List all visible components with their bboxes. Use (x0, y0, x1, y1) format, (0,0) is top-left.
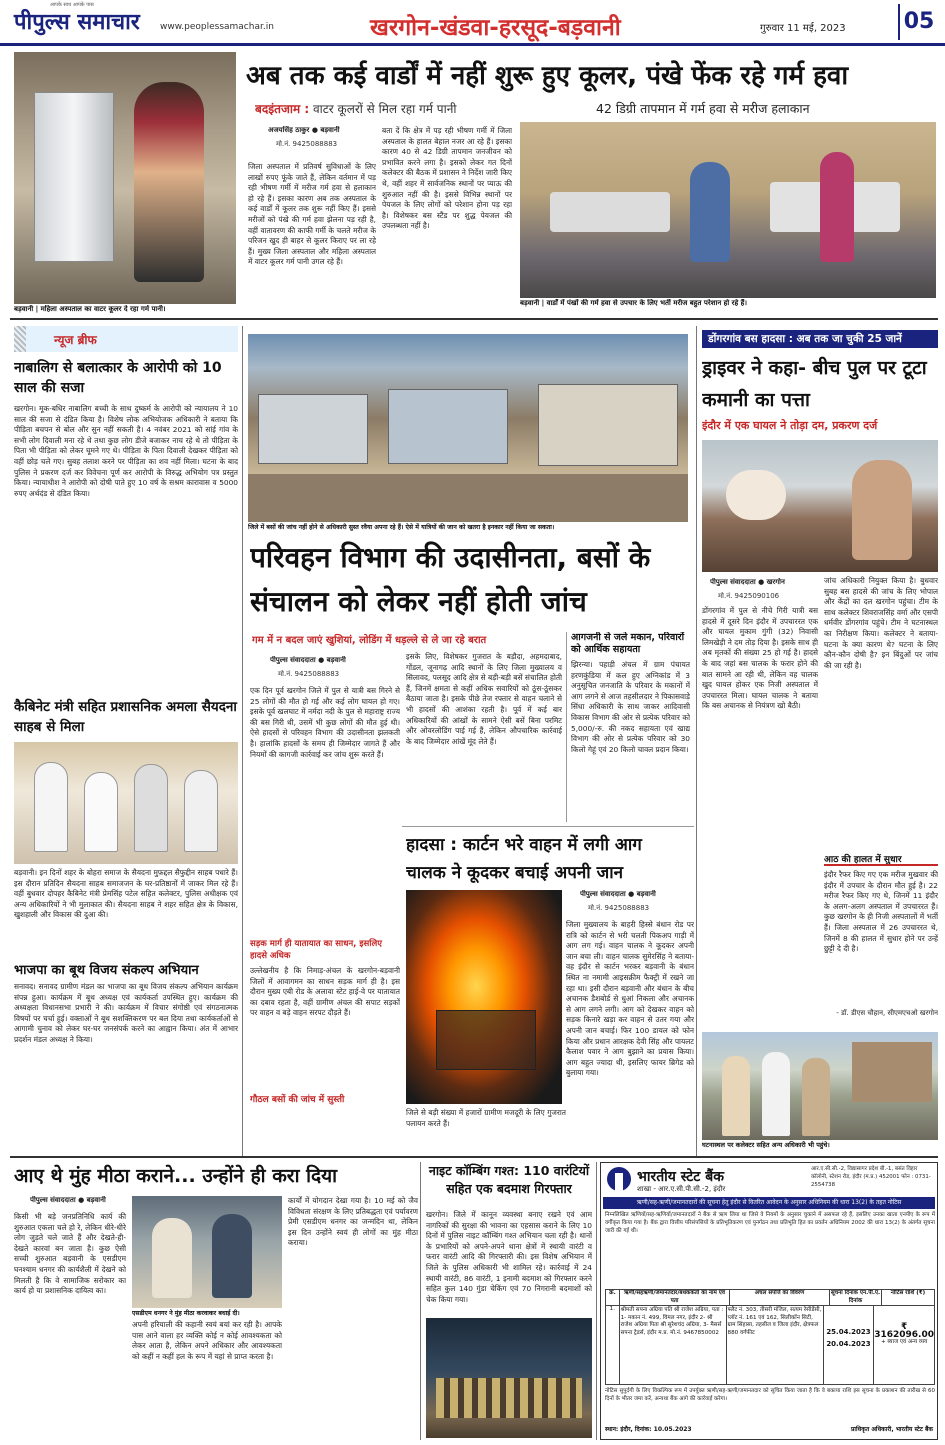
ward-photo-caption: बड़वानी | वार्डों में पंखों की गर्म हवा से उपचार के लिए भर्ती मरीज बहुत परेशान हो रहे हैं। (520, 299, 748, 307)
sweet-byline: पीपुल्स संवाददाता ● बड़वानी (30, 1196, 106, 1204)
news-brief-label-bar (14, 326, 238, 352)
brief2-text: बड़वानी। इन दिनों शहर के बोहरा समाज के सैयदना मुफ़द्दल सैफुद्दीन साहब पधारे हैं। इस दौरान प्रतिदिन सैयदना साहब समाजजन के घर-प्रतिष्ठानों में जाकर मिल रहे हैं। वहीं बुधवार दोपहर कैबिनेट मंत्री प्रेमसिंह पटेल सहित कलेक्टर, पुलिस अधीक्षक एवं अन्य अधिकारियों ने भी मुलाकात की। सैयदना साहब ने शहर सहित क्षेत्र के विकास, खुशहाली और विकास की दुआ की। (14, 868, 238, 920)
health-subhead: आठ की हालत में सुधार (824, 852, 938, 866)
top-headline: अब तक कई वार्डों में नहीं शुरू हुए कूलर, पंखे फेंक रहे गर्म हवा (246, 61, 849, 91)
top-mobile: मो.नं. 9425088883 (276, 140, 338, 148)
accident-col2: जांच अधिकारी नियुक्त किया है। बुधवार सुबह बस हादसे की जांच के लिए भोपाल और केंद्रों का दल खरगोन पहुंचा। टीम के साथ कलेक्टर शिवराजसिंह वर्मा और एसपी धर्मवीर डोंगरगांव पहुंचे। टीम ने घटनास्थल का निरीक्षण किया। कलेक्टर ने बताया- घटना के क्या कारण थे? घटना के लिए कौन-कौन दोषी है? इन बिंदुओं पर जांच की जा रही है। (824, 576, 938, 670)
person-figure (134, 82, 204, 282)
sbi-place-date: स्थान: इंदौर, दिनांक: 10.05.2023 (605, 1426, 692, 1433)
bus-stand-photo (248, 334, 688, 522)
brief2-headline: कैबिनेट मंत्री सहित प्रशासनिक अमला सैयदना साहब से मिला (14, 699, 237, 735)
bus-col1: एक दिन पूर्व खरगोन जिले में पुल से यात्री बस गिरने से 25 लोगों की मौत हो गई और कई लोग घायल हो गए। इसके पूर्व खलघाट में नर्मदा नदी के पुल से महाराष्ट्र राज्य की बस गिरी थी, उसमें भी कुछ लोगों की मौत हुई थी। ऐसे हादसों से परिवहन विभाग की उदासीनता झलकती है। हालांकि हादसों के समय ही जिम्मेदार जागते हैं और नियमों की कागजी कार्रवाई कर जांच शुरू करते हैं। (250, 686, 400, 759)
bus-photo-caption: जिले में बसों की जांच नहीं होने से अधिकारी सुस्त रवैया अपना रहे हैं। ऐसे में यात्रियों की जान को खतरा है इनकार नहीं किया जा सकता। (248, 524, 555, 531)
masthead-date: गुरुवार 11 मई, 2023 (760, 23, 846, 34)
syedna-meeting-photo (14, 742, 238, 864)
combing-headline: नाइट कॉम्बिंग गश्त: 110 वारंटियों सहित एक बदमाश गिरफ्तार (428, 1163, 590, 1196)
sweet-photo-caption: एसडीएम धनगर ने मुंह मीठा करवाकर बधाई दी। (132, 1310, 240, 1317)
sbi-table-row: 1. श्रीमती सपना अग्रिया पति श्री राजेश अग्रिया, पता : 1- मकान नं. 499, विमल नगर, इंदौर 2- श्री राजेश अग्रिया पिता श्री सुरेशचंद अग्रिया, 3- मैसर्स सपना ट्रेडर्स, इंदौर म.प्र. मो.नं. 9467850002 फ्लैट नं. 303, तीसरी मंजिल, सत्यम रेसीडेंसी, प्लॉट नं. 161 एवं 162, सिलीकॉन सिटी, ग्राम सिंहासा, तहसील व जिला इंदौर, क्षेत्रफल 880 वर्गफीट 25.04.2023 20.04.2023 ₹ 3162096.00 + ब्याज एवं अन्य व्यय (606, 1306, 934, 1384)
sbi-address: आर.ए.सी.सी.-2, विद्यासागर प्रदेश बी.-1, बसंत विहार कॉलोनी, स्टेशन रोड, इंदौर (म.प्र.) 452001 फोन : 0731-2554738 (811, 1166, 931, 1188)
sweet-photo (132, 1196, 282, 1308)
water-cooler-photo (14, 52, 236, 304)
sbi-table (605, 1289, 935, 1385)
sbi-bank-name: भारतीय स्टेट बैंक (637, 1169, 724, 1185)
brief3-headline: भाजपा का बूथ विजय संकल्प अभियान (14, 963, 199, 978)
health-text: इंदौर रैफर किए गए एक मरीज मुखवार की इंदौर में उपचार के दौरान मौत हुई है। 22 मरीज रैफर किए गए थे, जिनमें 11 इंदौर के अलग-अलग अस्पताल में उपचाररत हैं। कुछ खरगोन के ही निजी अस्पतालों में भर्ती हैं। जिला अस्पताल में 26 उपचाररत थे, जिनमें 8 की हालत में सुधार होने पर उन्हें छुट्टी दे दी है। (824, 870, 938, 954)
masthead-tagline: आपके साथ आपके पास (50, 2, 94, 8)
truck-mobile: मो.नं. 9425088883 (588, 904, 650, 912)
sbi-signature: प्राधिकृत अधिकारी, भारतीय स्टेट बैंक (851, 1426, 933, 1433)
bus-sub1: सड़क मार्ग ही यातायात का साधन, इसलिए हादसे अधिक (250, 939, 382, 961)
sweet-col3: कार्यों में योगदान देखा गया है। 10 मई को जैव विविधता संरक्षण के लिए प्रतिबद्धता एवं पर्यावरण प्रेमी एसडीएम धनगर का जन्मदिन था, लेकिन इस दिन उन्होंने स्वयं ही लोगों का मुंह मीठा कराया। (288, 1196, 418, 1248)
top-subhead-right: 42 डिग्री तापमान में गर्म हवा से मरीज हलाकान (596, 101, 810, 116)
accident-mobile: मो.नं. 9425090106 (718, 592, 780, 600)
sweet-headline: आए थे मुंह मीठा कराने... उन्होंने ही करा दिया (14, 1165, 338, 1187)
page-number: 05 (898, 4, 938, 40)
combing-text: खरगोन। जिले में कानून व्यवस्था बनाए रखने एवं आम नागरिकों की सुरक्षा की भावना का एहसास कराने के लिए 10 दिनों में पुलिस नाइट कॉम्बिंग गश्त अभियान चला रही है। थानों के प्रभारियों को अपने-अपने थाना क्षेत्रों में स्थायी वारंटी व फरार वारंटी आदि की गिरफ्तारी की। इस विशेष अभियान में जिले के पुलिस अधिकारी भी शामिल रहे। कार्रवाई में 24 स्थायी वारंटी, 86 वारंटी, 1 इनामी बदमाश को गिरफ्तार करने सहित कुल 140 गुंडा चेकिंग एवं 70 निगरानी बदमाशों को चेक किया गया। (426, 1210, 592, 1304)
ward-patients-photo (520, 122, 936, 298)
truck-byline: पीपुल्स संवाददाता ● बड़वानी (580, 890, 656, 898)
fire-aid-box (566, 632, 690, 822)
sbi-branch: शाखा - आर.ए.सी.पी.सी.-2, इंदौर (637, 1185, 726, 1193)
masthead-logo[interactable]: पीपुल्स समाचार (14, 9, 140, 35)
bus-subhead: गम में न बदल जाएं खुशियां, लोडिंग में धड़ल्ले से ले जा रहे बरात (252, 635, 487, 646)
injured-driver-photo (702, 440, 938, 572)
accident-headline: ड्राइवर ने कहा- बीच पुल पर टूटा कमानी का पत्ता (702, 357, 927, 411)
sbi-footer: नोटिस सुपुर्दगी के लिए विकल्पिक रूप में उपर्युक्त ऋणी/सह-ऋणी/जमानतदार को सूचित किया जाता है कि वे बकाया राशि इस सूचना के प्रकाशन की तारीख से 60 दिनों के भीतर जमा करें, अन्यथा बैंक आगे की कार्रवाई करेगा। (605, 1388, 935, 1402)
sbi-notice-title: ऋणी/सह-ऋणी/जमानतदारों की सूचना हेतु इंदौर से वितरित आवेदन के अनुसार अधिनियम की धारा 13(2) के तहत नोटिस (603, 1197, 935, 1209)
masthead (0, 0, 945, 46)
combing-police-photo (426, 1318, 592, 1438)
top-kicker: बदइंतजाम : वाटर कूलरों से मिल रहा गर्म पानी (255, 102, 457, 116)
top-col2: बता दें कि क्षेत्र में पड़ रही भीषण गर्मी में जिला अस्पताल के हालत बेहाल नजर आ रहे हैं। इसका कारण 40 से 42 डिग्री तापमान जनजीवन को प्रभावित करने लगा है। इसको लेकर गत दिनों कलेक्टर की बैठक में प्रशासन ने निर्देश जारी किए थे, वहीं शहर में सार्वजनिक स्थानों पर प्याऊ की शुरुआत नहीं की है। इससे विभिन्न स्थानों पर पेयजल के लिए लोगों को परेशान होना पड़ रहा है। विशेषकर बस स्टैंड पर शुद्ध पेयजल की उपलब्धता नहीं है। (382, 126, 512, 231)
accident-subhead: इंदौर में एक घायल ने तोड़ा दम, प्रकरण दर्ज (702, 419, 878, 432)
news-brief-label: न्यूज ब्रीफ (54, 333, 97, 347)
collector-photo-caption: घटनास्थल पर कलेक्टर सहित अन्य अधिकारी भी पहुंचे। (702, 1141, 830, 1149)
bus-sub2: गौठल बसों की जांच में सुस्ती (250, 1095, 345, 1105)
bus-col2: इसके लिए, विशेषकर गुजरात के बड़ौदा, अहमदाबाद, गोंडल, जूनागढ़ आदि स्थानों के लिए जिला मुख्यालय व सिलावद, पलसूद आदि क्षेत्र से बड़ी-बड़ी बसें संचालित होती हैं, जिनमें क्षमता से कहीं अधिक सवारियों को ठूंस-ठूंसकर बैठाया जाता है। इसके पीछे तेज रफ्तार से वाहन चलाने से भी हादसों की आशंका रहती है। पूर्व में कई बार अधिकारियों की आंखों के सामने ऐसी बसें बिना परमिट और ओवरलोडिंग पाई गई हैं, लेकिन औपचारिक कार्रवाई के बाद जिम्मेदार आंखें मूंद लेते हैं। (406, 652, 562, 746)
cooler-body (34, 92, 114, 262)
sbi-table-header: क्र. ऋणी/सहऋणी/जमानतदार/बंधककर्ता का नाम एवं पता अचल संपत्ति का विवरण सूचना दिनांक एन.पी.ए. दिनांक नोटिस राशि (₹) (606, 1290, 934, 1306)
top-col1: जिला अस्पताल में प्रतिवर्ष सुविधाओं के लिए लाखों रुपए फूंके जाते हैं, लेकिन वर्तमान में पड़ रही भीषण गर्मी में मरीज गर्म हवा से हलाकान हो रहे हैं। इसका कारण अब तक अस्पताल के कई वार्डों में कूलर तक शुरू नहीं किए हैं। इससे मरीजों को पंखे की गर्म हवा झेलना पड़ रही है, वहीं वातावरण की काफी गर्मी के चलते मरीज के परिजन खुद ही बाहर से कूलर किराए पर ला रहे हैं। मुख्य जिला अस्पताल और महिला अस्पताल में वाटर कूलर गर्म पानी उगल रहे हैं। (248, 162, 376, 267)
truck-fire-photo (406, 890, 562, 1104)
sweet-col2: अपनी हरियाली की कहानी स्वयं बयां कर रही है। आपके पास आने वाला हर व्यक्ति कोई न कोई आवश्यकता को लेकर आता है, लेकिन अपने अधिकार और आवश्यकता को कहीं न कहीं हल के रूप में यहां से प्राप्त करता है। (132, 1320, 282, 1361)
fire-aid-text: झिरन्या। पहाड़ी अंचल में ग्राम पंचायत हरणकुंडिया में कल हुए अग्निकांड में 3 अनुसूचित जनजाति के परिवार के मकानों में आग लगने से आज तहसीलदार ने पिकासवाड़े सिंधा अधिकारी के साथ जाकर आदिवासी विकास विभाग की ओर से प्रत्येक परिवार को 5,000/-रु. की नकद सहायता एवं खाद्य विभाग की ओर से प्रत्येक परिवार को 30 किलो गेहूं एवं 20 किलो चावल प्रदान किया। (571, 660, 690, 754)
health-signature: - डॉ. डीएस चौहान, सीएमएचओ खरगोन (836, 1009, 938, 1017)
brief1-text: खरगोन। मूक-बधिर नाबालिग बच्ची के साथ दुष्कर्म के आरोपी को न्यायालय ने 10 साल की सजा से दंडित किया है। विशेष लोक अभियोजक अधिकारी ने बताया कि पीड़िता बचपन से बोल और सुन नहीं सकती है। 4 नवंबर 2021 को सांई गांव के सभी लोग दिवाली मना रहे थे तथा कुछ लोग डीजे बजाकर नाच रहे थे तो पीड़िता के पिता भी पीड़िता को लेकर घूमने गए थे। पीड़िता के पिता दिवाली देखकर पीड़िता को वहीं छोड़ चले गए। सुबह तलाश करने पर पीड़िता का शव नहीं मिला। घटना के बाद पुलिस ने प्रकरण दर्ज कर विवेचना पूर्ण कर आरोपी के विरुद्ध अभियोग पत्र प्रस्तुत किया। न्यायाधीश ने आरोपी को दोषी पाते हुए 10 वर्ष के सश्रम कारावास व 5000 रुपए अर्थदंड से दंडित किया। (14, 404, 238, 498)
brief3-text: सनावद। सनावद ग्रामीण मंडल का भाजपा का बूथ विजय संकल्प अभियान कार्यक्रम संपन्न हुआ। कार्यक्रम में बूथ अध्यक्ष एवं कार्यकर्ता उपस्थित हुए। कार्यक्रम की अध्यक्षता विधानसभा प्रभारी ने की। कार्यक्रम में विचार संगोष्ठी एवं संगठनात्मक विषयों पर चर्चा हुई। वक्ताओं ने बूथ सशक्तिकरण पर बल दिया तथा कार्यकर्ताओं से आगामी चुनाव को लेकर घर-घर जनसंपर्क करने का आह्वान किया। अंत में आभार प्रदर्शन मंडल अध्यक्ष ने किया। (14, 982, 238, 1044)
truck-text: जिला मुख्यालय के बाहरी हिस्से बंधान रोड पर रात्रि को कार्टन से भरी चलती पिकअप गाड़ी में आग लग गई। वाहन चालक ने कूदकर अपनी जान बचा ली। वाहन चालक सुमेरसिंह ने बताया- वह इंदौर से कार्टन भरकर बड़वानी के बंधान स्थित ना नमामी आइसक्रीम फैक्ट्री में रखने जा रहा था। इसी दौरान बड़वानी और बंधान के बीच अचानक डैशबोर्ड से धुआं निकला और अचानक से आग लगने लगी। आग को देखकर वाहन को सड़क किनारे खड़ा कर वाहन से उतर गया और अपनी जान बचाई। फिर 100 डायल को फोन किया और प्रधान आरक्षक देवी सिंह और पायलट कैलाश पवार ने आग बुझाने का प्रयास किया। आग बहुत ज्यादा थी, इसलिए फायर ब्रिगेड को बुलाया गया। (566, 920, 694, 1078)
bus-byline: पीपुल्स संवाददाता ● बड़वानी (270, 656, 346, 664)
sweet-col1: किसी भी बड़े जनप्रतिनिधि कार्य की शुरुआत एकला चले हो रे, लेकिन धीरे-धीरे लोग जुड़ते चले जाते हैं और देखते-ही-देखते कारवां बन जाता है। कुछ ऐसी सच्ची शुरुआत बड़वानी के एसडीएम घनश्याम धनगर की कार्यशैली में देखने को मिलती है कि वे सामाजिक सरोकार का कार्य हो या प्रशासनिक दायित्व का। (14, 1212, 126, 1296)
water-cooler-caption: बड़वानी | महिला अस्पताल का वाटर कूलर दे रहा गर्म पानी। (14, 305, 166, 313)
accident-col1: डोंगरगांव में पुल से नीचे गिरी यात्री बस हादसे में दूसरे दिन इंदौर में उपचाररत एक और घायल मुकाम गुंगी (32) निवासी लिमखेड़ी ने दम तोड़ दिया है। इसके साथ ही अब मृतकों की संख्या 25 हो गई है। हादसे के बाद जहां बस चालक के फरार होने की बात सामने आ रही थी, लेकिन वह चालक खुद घायल होकर एक निजी अस्पताल में उपचाररत मिला। घायल चालक ने बताया कि बस अचानक से नियंत्रण खो बैठी। (702, 606, 818, 711)
accident-kicker: डोंगरगांव बस हादसा : अब तक जा चुकी 25 जानें (702, 330, 938, 348)
bus-col2b: जिले से बड़ी संख्या में हजारों ग्रामीण मजदूरी के लिए गुजरात पलायन करते हैं। (406, 1108, 566, 1128)
truck-headline-2: चालक ने कूदकर बचाई अपनी जान (406, 863, 624, 883)
masthead-url[interactable]: www.peoplessamachar.in (160, 22, 274, 32)
accident-byline: पीपुल्स संवाददाता ● खरगोन (710, 578, 785, 586)
sbi-notice (600, 1162, 938, 1440)
fire-aid-headline: आगजनी से जले मकान, परिवारों को आर्थिक सहायता (571, 632, 685, 655)
sbi-intro: निम्नलिखित ऋणियों/सह-ऋणियों/जमानतदारों ने बैंक से ऋण लिया था जिसे वे नियमों के अनुसार चुकाने में असफल रहे हैं, इसलिए उनका खाता एनपीए के रूप में वर्गीकृत किया गया है। बैंक द्वारा वित्तीय परिसंपत्तियों के प्रतिभूतिकरण एवं पुनर्गठन तथा प्रतिभूति हित का प्रवर्तन अधिनियम 2002 की धारा 13(2) के अंतर्गत सूचना जारी की गई थी। (605, 1212, 935, 1234)
brief1-headline: नाबालिग से बलात्कार के आरोपी को 10 साल की सजा (14, 360, 222, 396)
top-byline: अजयसिंह ठाकुर ● बड़वानी (268, 126, 340, 134)
collector-site-photo (702, 1032, 938, 1140)
bus-mobile: मो.नं. 9425088883 (278, 670, 340, 678)
bus-col1b: उल्लेखनीय है कि निमाड़-अंचल के खरगोन-बड़वानी जिलों में आवागमन का साधन सड़क मार्ग ही है। इस दौरान मुख्य एबी रोड के अलावा स्टेट हाई-वे पर यातायात का दबाव रहता है, वहीं ग्रामीण अंचल की सपाट सड़कों पर वाहन व बड़े वाहन सरपट दौड़ते हैं। (250, 966, 400, 1018)
bus-headline: परिवहन विभाग की उदासीनता, बसों के संचालन को लेकर नहीं होती जांच (250, 541, 651, 618)
truck-headline-1: हादसा : कार्टन भरे वाहन में लगी आग (406, 835, 642, 855)
masthead-edition: खरगोन-खंडवा-हरसूद-बड़वानी (370, 15, 621, 41)
